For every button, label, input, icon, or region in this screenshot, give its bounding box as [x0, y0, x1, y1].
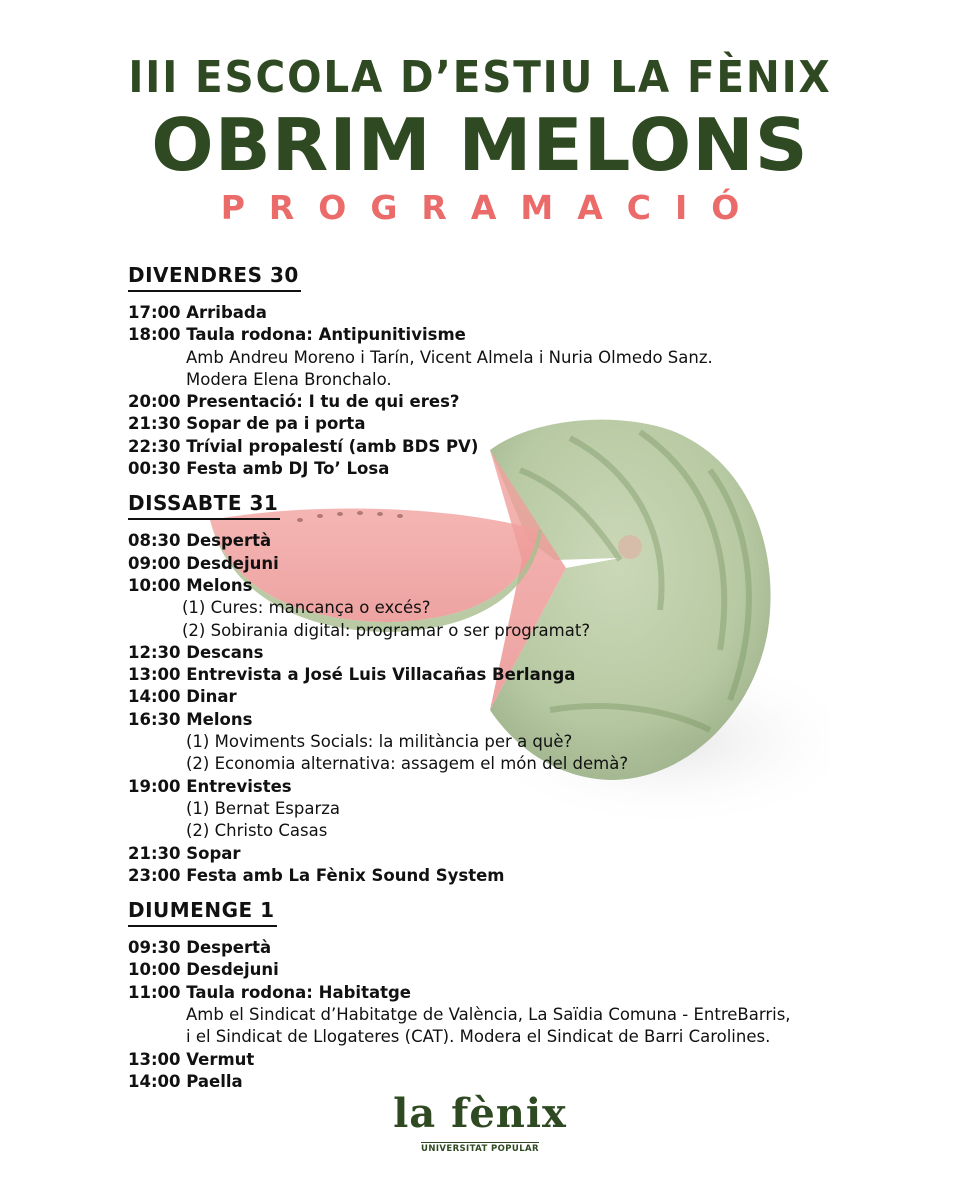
event-item: 09:00 Desdejuni [128, 553, 279, 573]
event-item: 13:00 Entrevista a José Luis Villacañas Berlanga [128, 665, 576, 685]
event-item: 14:00 Paella [128, 1071, 243, 1091]
event-list [128, 937, 888, 1093]
event-item: 18:00 Taula rodona: Antipunitivisme [128, 325, 466, 345]
event-detail: (2) Economia alternativa: assagem el món del demà? [186, 754, 629, 774]
event-detail: (1) Cures: mancança o excés? [182, 598, 431, 618]
event-item: 22:30 Trívial propalestí (amb BDS PV) [128, 436, 479, 456]
event-detail: (1) Moviments Socials: la militància per a què? [186, 732, 573, 752]
event-detail: (1) Bernat Esparza [186, 798, 341, 818]
event-item: 14:00 Dinar [128, 687, 237, 707]
event-item: 08:30 Despertà [128, 531, 272, 551]
event-detail: Amb Andreu Moreno i Tarín, Vicent Almela i Nuria Olmedo Sanz. [186, 347, 713, 367]
event-item: 21:30 Sopar de pa i porta [128, 414, 366, 434]
event-detail: (2) Sobirania digital: programar o ser programat? [182, 620, 591, 640]
event-title: OBRIM MELONS [151, 103, 809, 187]
logo-wordmark: la fènix [393, 1090, 567, 1137]
day-heading: DISSABTE 31 [128, 490, 280, 520]
event-edition-title: III ESCOLA D’ESTIU LA FÈNIX [128, 52, 832, 103]
event-item: 11:00 Taula rodona: Habitatge [128, 982, 411, 1002]
day-heading: DIVENDRES 30 [128, 262, 301, 292]
event-list [128, 302, 888, 480]
event-item: 20:00 Presentació: I tu de qui eres? [128, 392, 460, 412]
logo-subtitle: UNIVERSITAT POPULAR [421, 1144, 539, 1154]
event-item: 10:00 Desdejuni [128, 960, 279, 980]
event-item: 09:30 Despertà [128, 938, 272, 958]
la-fenix-logo [0, 1092, 960, 1155]
day-section [128, 897, 888, 1093]
poster-header [0, 52, 960, 228]
event-item: 10:00 Melons [128, 575, 253, 595]
event-item: 17:00 Arribada [128, 303, 267, 322]
event-item: 12:30 Descans [128, 642, 264, 662]
day-section [128, 262, 888, 480]
event-detail: (2) Christo Casas [186, 821, 328, 841]
event-item: 00:30 Festa amb DJ To’ Losa [128, 459, 390, 479]
event-detail: Amb el Sindicat d’Habitatge de València, La Saïdia Comuna - EntreBarris, [186, 1005, 791, 1025]
day-section [128, 490, 888, 887]
event-item: 13:00 Vermut [128, 1049, 255, 1069]
event-list [128, 530, 888, 887]
program-heading: PROGRAMACIÓ [220, 188, 764, 227]
event-detail: i el Sindicat de Llogateres (CAT). Modera el Sindicat de Barri Carolines. [186, 1027, 771, 1047]
event-detail: Modera Elena Bronchalo. [186, 369, 392, 389]
event-item: 21:30 Sopar [128, 843, 241, 863]
event-item: 23:00 Festa amb La Fènix Sound System [128, 865, 505, 885]
event-item: 16:30 Melons [128, 709, 253, 729]
program-schedule [128, 262, 888, 1103]
day-heading: DIUMENGE 1 [128, 897, 277, 927]
event-item: 19:00 Entrevistes [128, 776, 292, 796]
